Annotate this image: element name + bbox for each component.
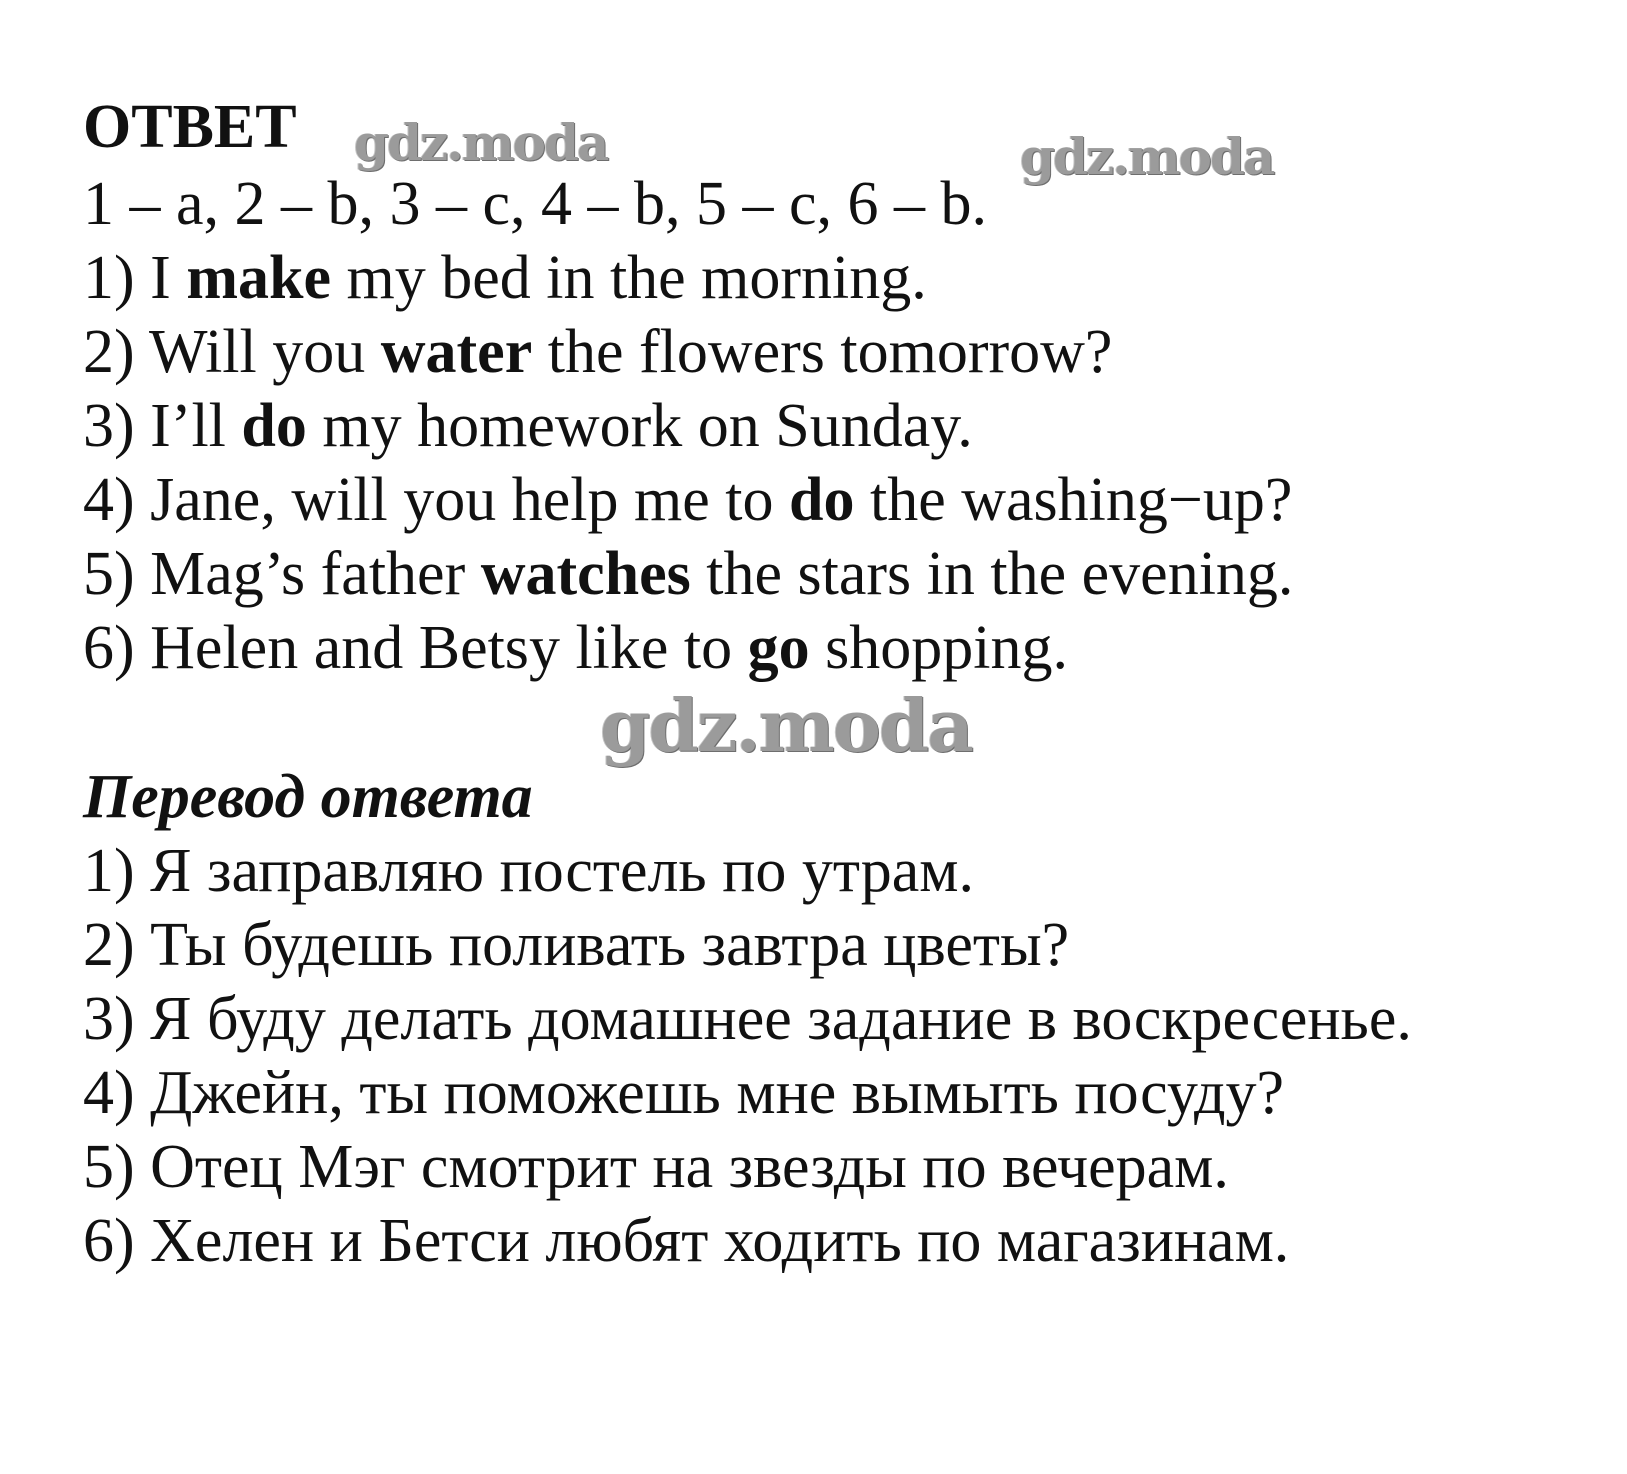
answer-key: 1 – a, 2 – b, 3 – c, 4 – b, 5 – c, 6 – b. xyxy=(83,170,988,238)
sentence-number: 2) xyxy=(83,318,150,386)
sentence-text: the flowers tomorrow? xyxy=(532,318,1113,386)
answer-sentence-3 xyxy=(83,392,973,460)
sentence-text: shopping. xyxy=(809,614,1068,682)
translation-line-6: 6) Хелен и Бетси любят ходить по магазинам. xyxy=(83,1207,1290,1275)
sentence-text: the washing−up? xyxy=(854,466,1293,534)
sentence-keyword: watches xyxy=(480,540,691,608)
sentence-keyword: go xyxy=(747,614,810,682)
sentence-keyword: do xyxy=(241,392,307,460)
watermark: gdz.moda xyxy=(354,113,608,172)
sentence-keyword: water xyxy=(380,318,533,386)
sentence-text: my homework on Sunday. xyxy=(306,392,973,460)
translation-line-3: 3) Я буду делать домашнее задание в воскресенье. xyxy=(83,985,1412,1053)
sentence-keyword: make xyxy=(186,244,331,312)
answer-sentence-5 xyxy=(83,540,1294,608)
translation-line-2: 2) Ты будешь поливать завтра цветы? xyxy=(83,911,1070,979)
sentence-number: 3) xyxy=(83,392,151,460)
sentence-text: I’ll xyxy=(150,392,242,460)
translation-line-4: 4) Джейн, ты поможешь мне вымыть посуду? xyxy=(83,1059,1285,1127)
sentence-text: Jane, will you help me to xyxy=(150,466,789,534)
translation-line-5: 5) Отец Мэг смотрит на звезды по вечерам. xyxy=(83,1133,1229,1201)
sentence-text: Will you xyxy=(149,318,381,386)
answer-sentence-2 xyxy=(83,318,1113,386)
answer-heading: ОТВЕТ xyxy=(83,93,297,161)
watermark: gdz.moda xyxy=(1020,127,1274,186)
answer-sentence-1 xyxy=(83,244,927,312)
sentence-number: 6) xyxy=(83,614,151,682)
sentence-text: Helen and Betsy like to xyxy=(150,614,748,682)
sentence-text: Mag’s father xyxy=(150,540,481,608)
sentence-number: 1) xyxy=(83,244,151,312)
answer-sentence-4 xyxy=(83,466,1293,534)
sentence-text: the stars in the evening. xyxy=(690,540,1294,608)
translation-heading: Перевод ответа xyxy=(83,763,533,831)
sentence-text: I xyxy=(150,244,187,312)
watermark: gdz.moda xyxy=(600,683,972,768)
sentence-number: 5) xyxy=(83,540,151,608)
sentence-keyword: do xyxy=(789,466,855,534)
answer-sentence-6 xyxy=(83,614,1068,682)
sentence-text: my bed in the morning. xyxy=(330,244,927,312)
translation-line-1: 1) Я заправляю постель по утрам. xyxy=(83,837,974,905)
sentence-number: 4) xyxy=(83,466,151,534)
